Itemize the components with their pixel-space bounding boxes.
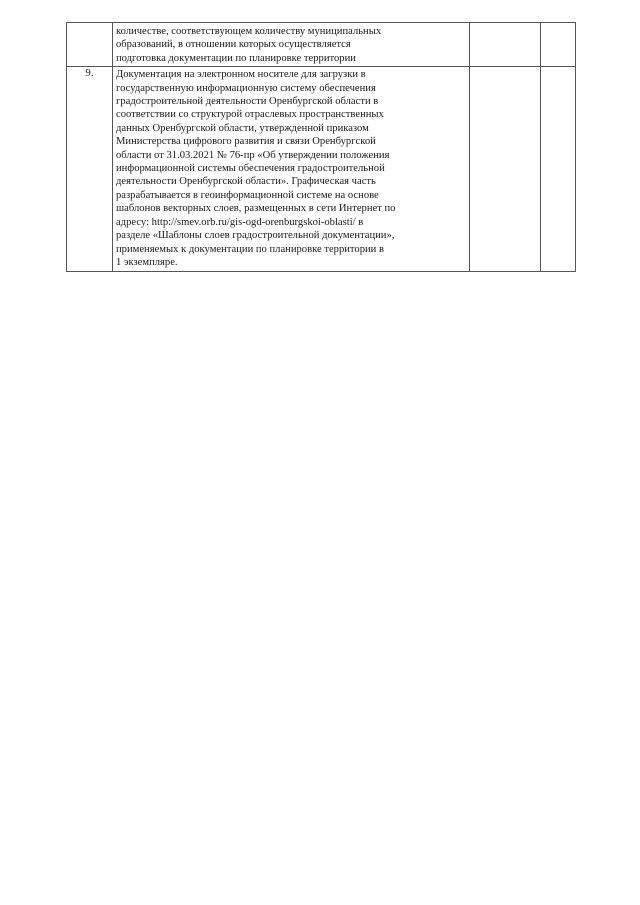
- text-line: данных Оренбургской области, утвержденной приказом: [116, 122, 369, 134]
- text-line: государственную информационную систему обеспечения: [116, 82, 376, 94]
- empty-cell: [541, 23, 576, 67]
- table-row: [67, 67, 576, 272]
- empty-cell: [541, 67, 576, 272]
- text-line: Министерства цифрового развития и связи Оренбургской: [116, 136, 376, 148]
- text-line[interactable]: адресу: http://smev.orb.ru/gis-ogd-orenburgskoi-oblasti/ в: [116, 216, 364, 228]
- text-line: образований, в отношении которых осуществляется: [116, 39, 351, 51]
- text-line: градостроительной деятельности Оренбургской области в: [116, 96, 379, 108]
- text-line: подготовка документации по планировке территории: [116, 52, 356, 64]
- requirements-table: [66, 22, 576, 272]
- text-line: области от 31.03.2021 № 76-пр «Об утверждении положения: [116, 149, 390, 161]
- row-number-cell: 9.: [67, 67, 113, 272]
- empty-cell: [470, 67, 541, 272]
- text-line: разрабатывается в геоинформационной системе на основе: [116, 189, 379, 201]
- row-number-cell: [67, 23, 113, 67]
- text-line: деятельности Оренбургской области». Графическая часть: [116, 176, 376, 188]
- text-line: применяемых к документации по планировке территории в: [116, 243, 384, 255]
- text-line: разделе «Шаблоны слоев градостроительной документации»,: [116, 230, 395, 242]
- text-line: соответствии со структурой отраслевых пространственных: [116, 109, 384, 121]
- row-text-cell: [113, 67, 470, 272]
- row-text-cell: [113, 23, 470, 67]
- text-line: Документация на электронном носителе для загрузки в: [116, 69, 366, 81]
- text-line: 1 экземпляре.: [116, 256, 178, 268]
- empty-cell: [470, 23, 541, 67]
- text-line: количестве, соответствующем количеству муниципальных: [116, 26, 382, 37]
- table-row: [67, 23, 576, 67]
- text-line: шаблонов векторных слоев, размещенных в сети Интернет по: [116, 203, 396, 215]
- text-line: информационной системы обеспечения градостроительной: [116, 163, 385, 175]
